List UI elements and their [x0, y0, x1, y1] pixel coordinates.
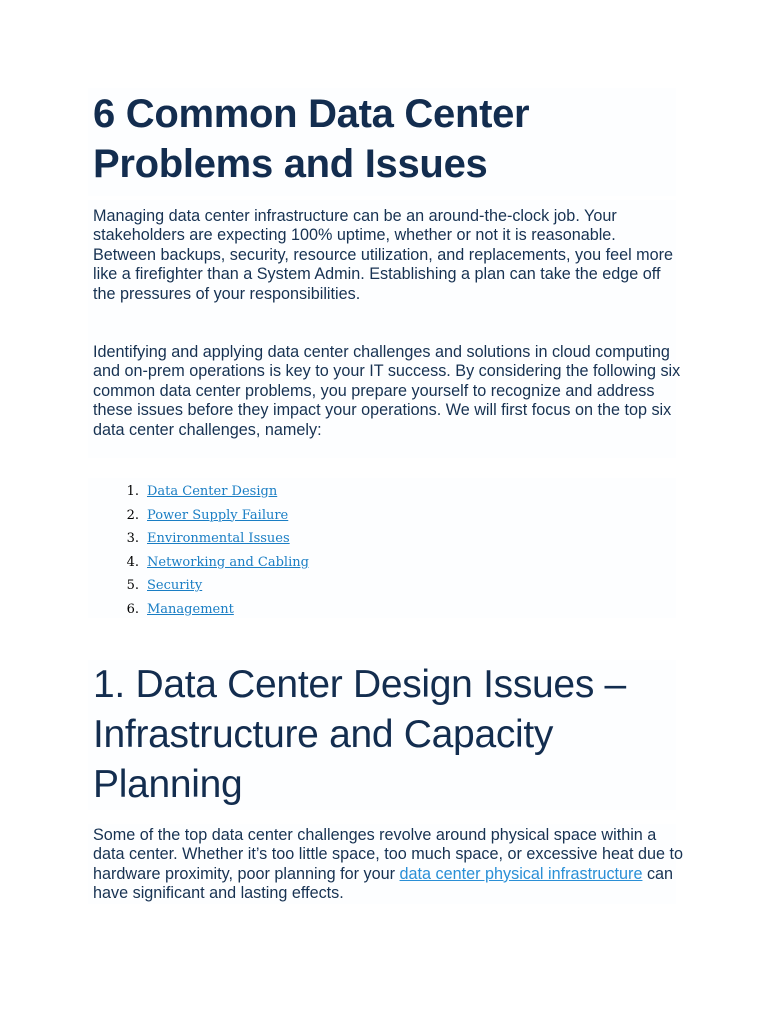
- toc-item-number: 5.: [126, 578, 139, 594]
- physical-infrastructure-link[interactable]: data center physical infrastructure: [399, 864, 643, 883]
- toc-link-data-center-design[interactable]: Data Center Design: [147, 484, 278, 499]
- toc-link-networking-and-cabling[interactable]: Networking and Cabling: [147, 554, 309, 570]
- toc-link-management[interactable]: Management: [147, 601, 234, 617]
- section-1-body-text: Some of the top data center challenges revolve around physical space within a data center. Whether it’s too little space, too much space, or excessive heat due to hardware proximity, poor planning for your: [93, 826, 683, 883]
- toc-item-number: 6.: [126, 601, 139, 617]
- intro-paragraph-2: Identifying and applying data center challenges and solutions in cloud computing and on-prem operations is key to your IT success. By considering the following six common data center problems, you prepare yourself to recognize and address these issues before they impact your operations. We will first focus on the top six data center challenges, namely:: [93, 343, 681, 439]
- toc-item-number: 3.: [126, 531, 139, 547]
- toc-item: [93, 600, 309, 624]
- toc-item: [93, 553, 309, 577]
- table-of-contents: [93, 482, 309, 624]
- toc-item-number: 4.: [126, 554, 139, 570]
- toc-item-number: 1.: [126, 484, 139, 499]
- toc-item: [93, 529, 309, 553]
- toc-item-number: 2.: [126, 507, 139, 523]
- intro-paragraph-1: Managing data center infrastructure can be an around-the-clock job. Your stakeholders are expecting 100% uptime, whether or not it is reasonable. Between backups, security, resource utilization, and replacements, you feel more like a firefighter than a System Admin. Establishing a plan can take the edge off the pressures of your responsibilities.: [93, 207, 674, 303]
- toc-link-power-supply-failure[interactable]: Power Supply Failure: [147, 507, 289, 523]
- section-1-body-text-end: can have significant and lasting effects.: [93, 864, 674, 903]
- section-1-body: [93, 826, 683, 904]
- toc-item: [93, 482, 309, 506]
- toc-link-environmental-issues[interactable]: Environmental Issues: [147, 531, 290, 547]
- page-title: 6 Common Data Center Problems and Issues: [93, 92, 530, 186]
- toc-link-security[interactable]: Security: [147, 578, 203, 594]
- toc-item: [93, 506, 309, 530]
- section-1-heading: 1. Data Center Design Issues – Infrastructure and Capacity Planning: [93, 663, 626, 806]
- toc-item: [93, 576, 309, 600]
